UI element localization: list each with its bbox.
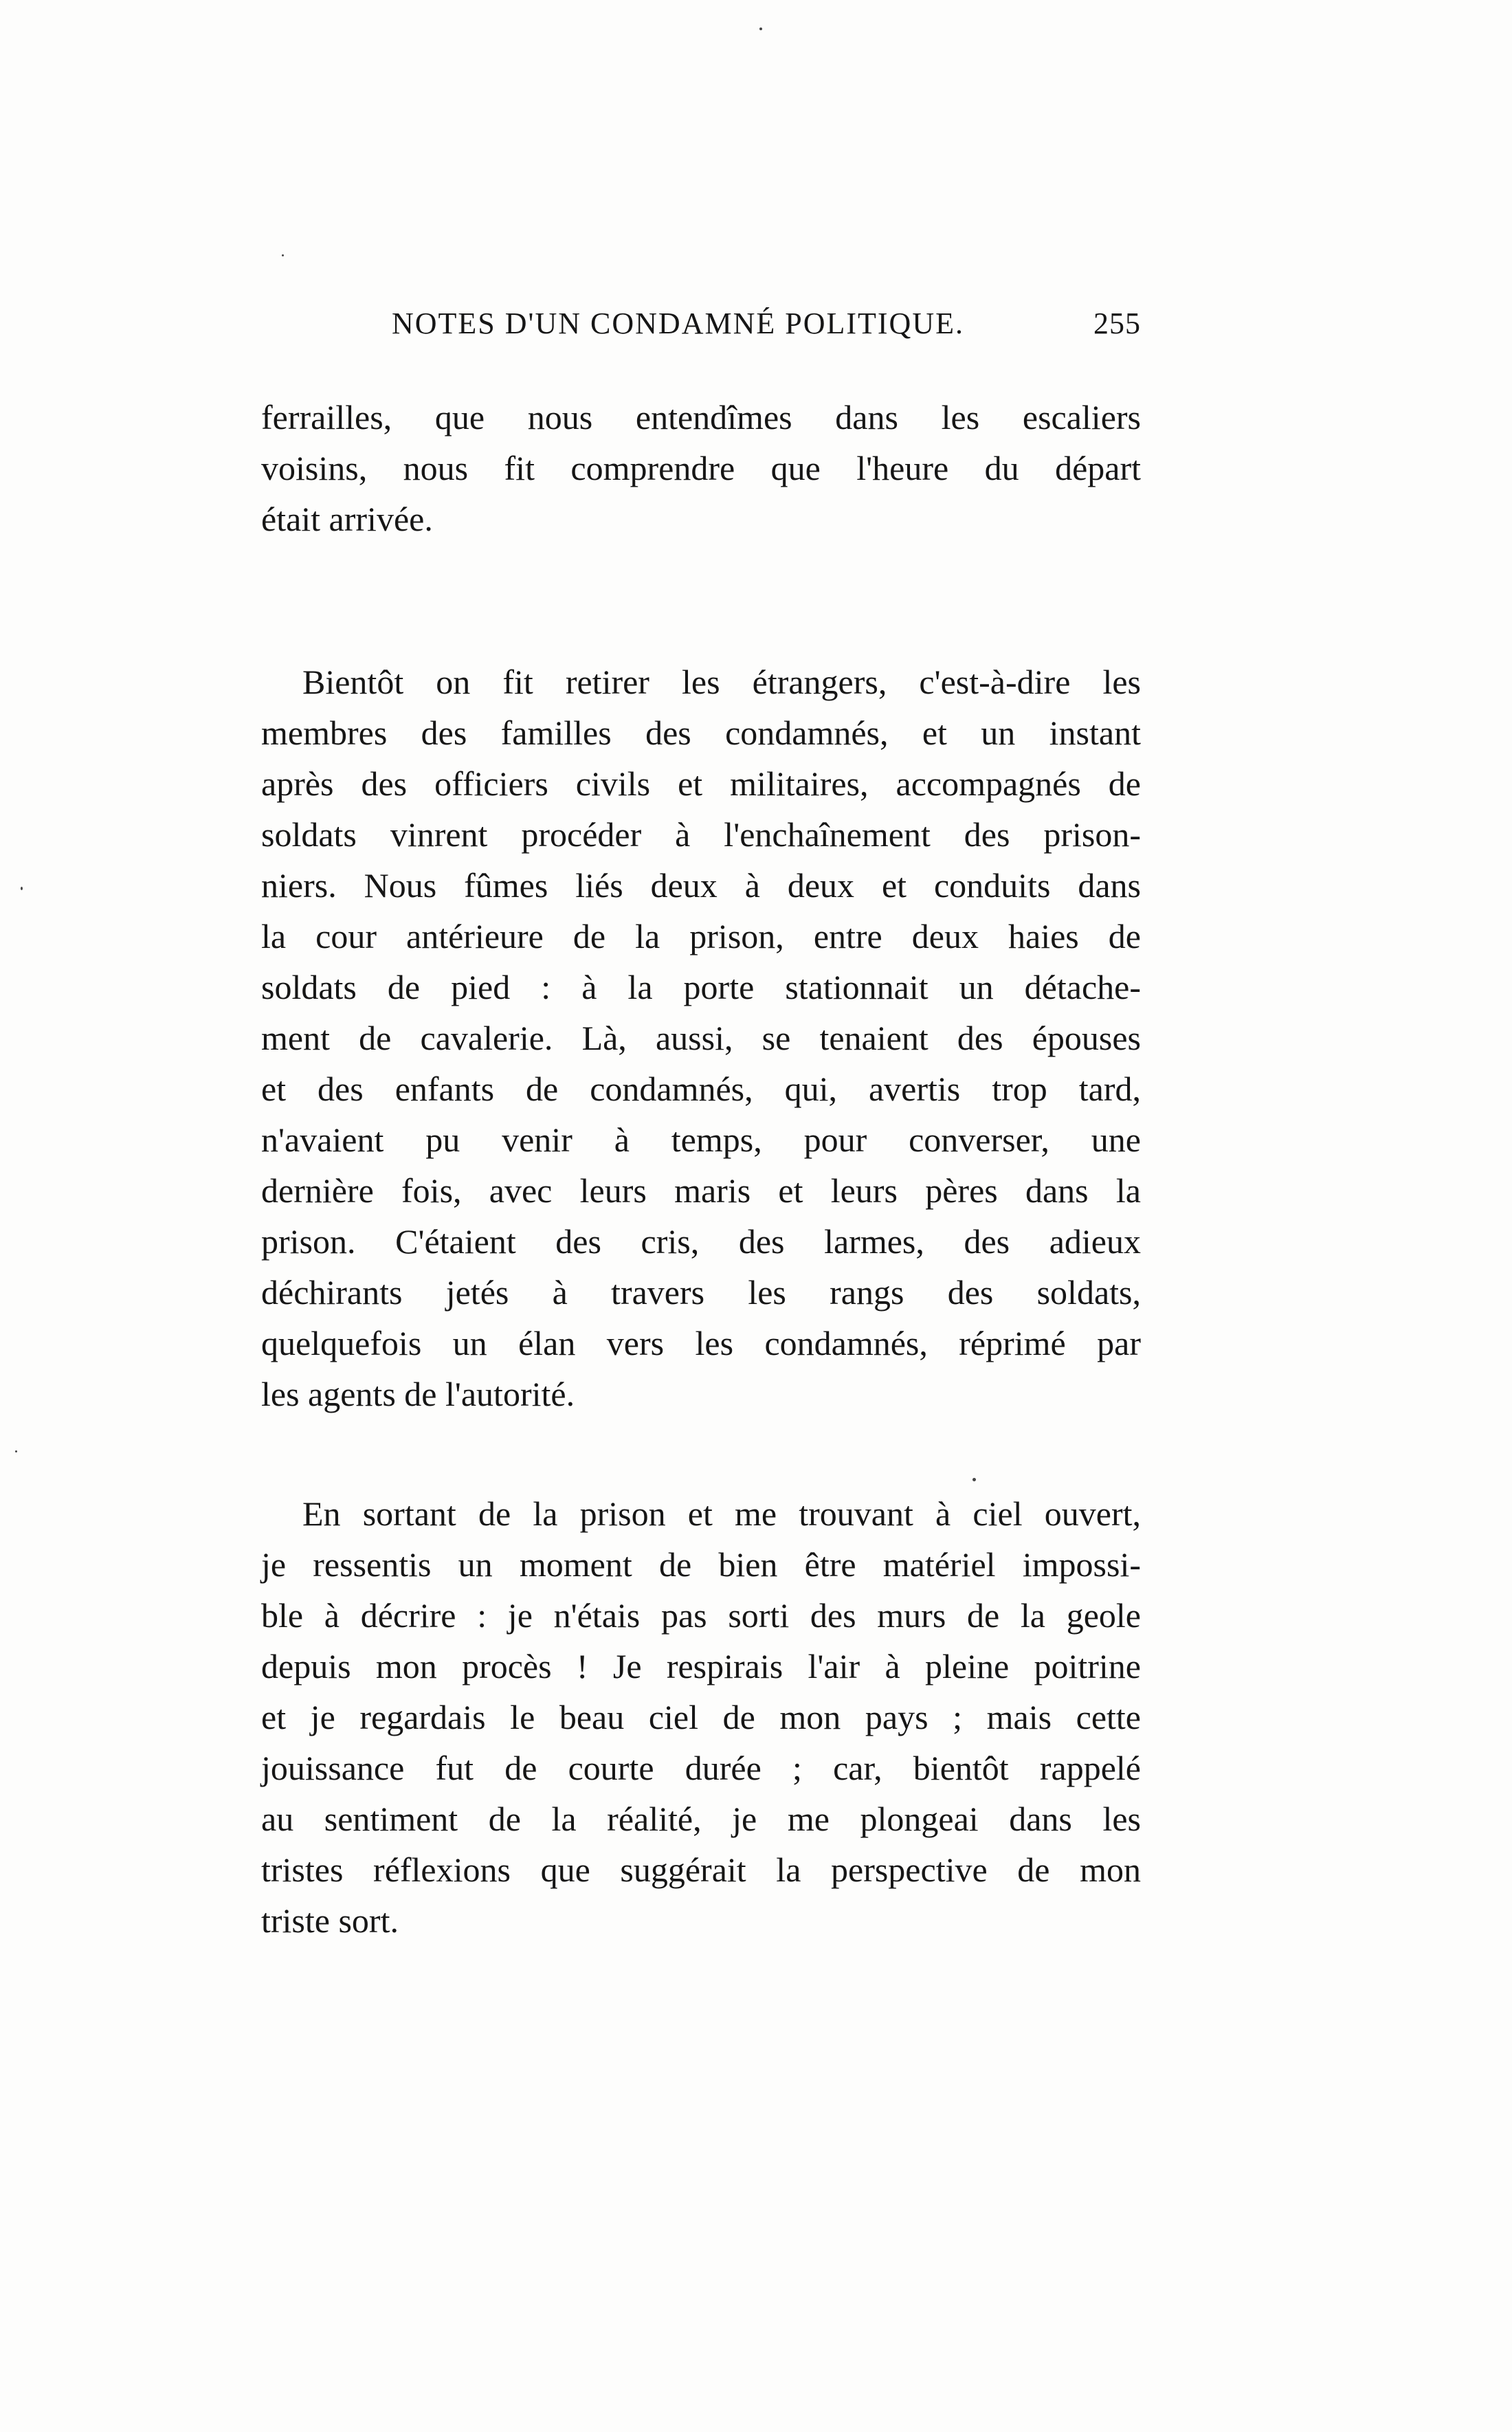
text-line: soldats vinrent procéder à l'enchaînement des prison- [261,815,1141,854]
paragraph-2 [261,656,1141,1419]
text-line: déchirants jetés à travers les rangs des soldats, [261,1273,1141,1312]
page-number: 255 [1093,307,1141,340]
text-line: prison. C'étaient des cris, des larmes, des adieux [261,1222,1141,1261]
text-line: la cour antérieure de la prison, entre deux haies de [261,917,1141,955]
text-line: et je regardais le beau ciel de mon pays ; mais cette [261,1698,1141,1736]
text-line: ferrailles, que nous entendîmes dans les escaliers [261,398,1141,436]
scan-speck [759,27,762,30]
text-line: n'avaient pu venir à temps, pour converser, une [261,1120,1141,1159]
text-line: était arrivée. [261,500,433,538]
text-line: voisins, nous fit comprendre que l'heure du départ [261,449,1141,487]
scan-speck [21,887,23,890]
scan-speck [972,1478,976,1481]
running-header [392,306,1141,354]
text-line: et des enfants de condamnés, qui, avertis trop tard, [261,1070,1141,1108]
paragraph-1 [261,392,1141,544]
text-line: jouissance fut de courte durée ; car, bientôt rappelé [261,1749,1141,1787]
text-line: depuis mon procès ! Je respirais l'air à pleine poitrine [261,1647,1141,1685]
text-line: après des officiers civils et militaires, accompagnés de [261,764,1141,803]
running-title: NOTES D'UN CONDAMNÉ POLITIQUE. [392,307,964,340]
text-line: membres des familles des condamnés, et un instant [261,714,1141,752]
scan-speck [282,254,284,256]
text-line: Bientôt on fit retirer les étrangers, c'est-à-dire les [302,663,1141,701]
text-line: les agents de l'autorité. [261,1375,575,1413]
paragraph-3 [261,1488,1141,1946]
scan-speck [15,1450,17,1452]
text-line: je ressentis un moment de bien être matériel impossi- [261,1545,1141,1584]
text-line: triste sort. [261,1901,399,1940]
text-line: dernière fois, avec leurs maris et leurs pères dans la [261,1171,1141,1210]
text-line: En sortant de la prison et me trouvant à ciel ouvert, [302,1494,1141,1533]
text-line: ble à décrire : je n'étais pas sorti des murs de la geole [261,1596,1141,1635]
text-line: soldats de pied : à la porte stationnait un détache- [261,968,1141,1006]
text-line: quelquefois un élan vers les condamnés, réprimé par [261,1324,1141,1362]
text-line: ment de cavalerie. Là, aussi, se tenaient des épouses [261,1019,1141,1057]
text-line: tristes réflexions que suggérait la perspective de mon [261,1850,1141,1889]
text-line: niers. Nous fûmes liés deux à deux et conduits dans [261,866,1141,905]
text-line: au sentiment de la réalité, je me plongeai dans les [261,1800,1141,1838]
